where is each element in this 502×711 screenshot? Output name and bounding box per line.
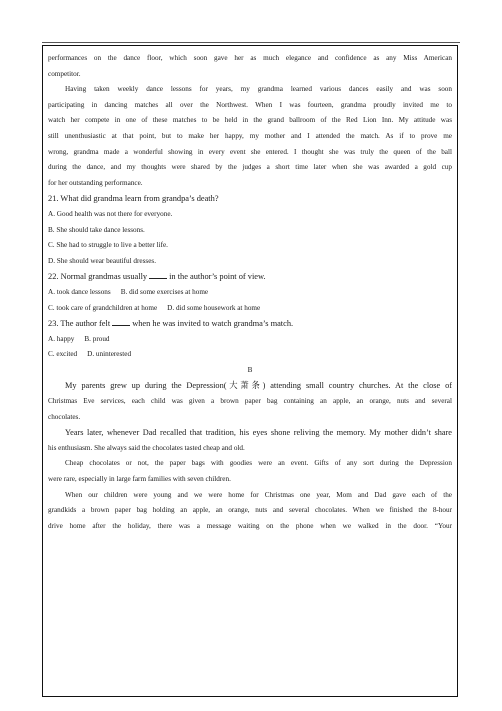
question-options-row	[48, 347, 452, 363]
question-options-row	[48, 332, 452, 348]
question-options-row	[48, 285, 452, 301]
text-line: still unenthusiastic at that point, but to make her happy, my mother and I attended the match. As if to prove me	[48, 131, 452, 140]
question-stem: 22. Normal grandmas usually in the author’s point of view.	[48, 272, 266, 282]
question-option: D. did some housework at home	[167, 303, 261, 312]
question-option: A. happy	[48, 334, 75, 343]
question-option: C. excited	[48, 350, 78, 359]
question-option: C. took care of grandchildren at home	[48, 303, 158, 312]
text-line: My parents grew up during the Depression(大萧条) attending small country churches. At the close of	[65, 381, 452, 391]
text-line: When our children were young and we were home for Christmas one year, Mom and Dad gave each of the	[65, 490, 452, 499]
text-line: chocolates.	[48, 412, 81, 421]
question-option: B. proud	[84, 334, 110, 343]
answer-blank	[112, 317, 130, 326]
text-line: Cheap chocolates or not, the paper bags with goodies were an event. Gifts of any sort during the Depression	[65, 459, 452, 468]
text-line: for her outstanding performance.	[48, 178, 143, 187]
question-option: A. took dance lessons	[48, 287, 111, 296]
question-stem: 23. The author felt when he was invited to watch grandma’s match.	[48, 319, 294, 329]
text-line: competitor.	[48, 69, 81, 78]
question-option: B. She should take dance lessons.	[48, 225, 145, 234]
question-stem: 21. What did grandma learn from grandpa’s death?	[48, 194, 219, 204]
question-option: C. She had to struggle to live a better life.	[48, 241, 168, 250]
text-line: participating in dancing matches all over the Northwest. When I was fourteen, grandma proudly invited me to	[48, 100, 452, 109]
section-heading: B	[247, 365, 253, 374]
question-options-row	[48, 301, 452, 317]
answer-blank	[149, 270, 167, 279]
text-line: Years later, whenever Dad recalled that tradition, his eyes shone reliving the memory. My mother didn’t share	[65, 428, 452, 438]
question-option: D. She should wear beautiful dresses.	[48, 256, 156, 265]
text-line: his enthusiasm. She always said the chocolates tasted cheap and old.	[48, 443, 245, 452]
question-option: B. did some exercises at home	[120, 287, 209, 296]
text-line: watch her compete in one of these matches to be held in the grand ballroom of the Red Lion Inn. My attitude was	[48, 116, 452, 125]
question-option: D. uninterested	[87, 350, 132, 359]
text-line: drive home after the holiday, there was a message waiting on the phone when we walked in the door. “Your	[48, 521, 452, 530]
text-line: wrong, grandma made a wonderful showing in every event she entered. I thought she was truly the queen of the ball	[48, 147, 452, 156]
text-line: during the dance, and my thoughts were shared by the judges a short time later when she was awarded a gold cup	[48, 163, 452, 172]
question-option: A. Good health was not there for everyone.	[48, 209, 173, 218]
text-line: were rare, especially in large farm families with seven children.	[48, 475, 231, 484]
page-frame	[42, 45, 458, 697]
text-line: grandkids a brown paper bag holding an apple, an orange, nuts and several chocolates. When we finished the 8-hour	[48, 506, 452, 515]
text-line: Having taken weekly dance lessons for years, my grandma learned various dances easily and was soon	[65, 85, 452, 94]
text-line: Christmas Eve services, each child was given a brown paper bag containing an apple, an orange, nuts and several	[48, 397, 452, 406]
text-line: performances on the dance floor, which soon gave her as much elegance and confidence as any Miss American	[48, 54, 452, 62]
header-rule	[42, 42, 460, 43]
